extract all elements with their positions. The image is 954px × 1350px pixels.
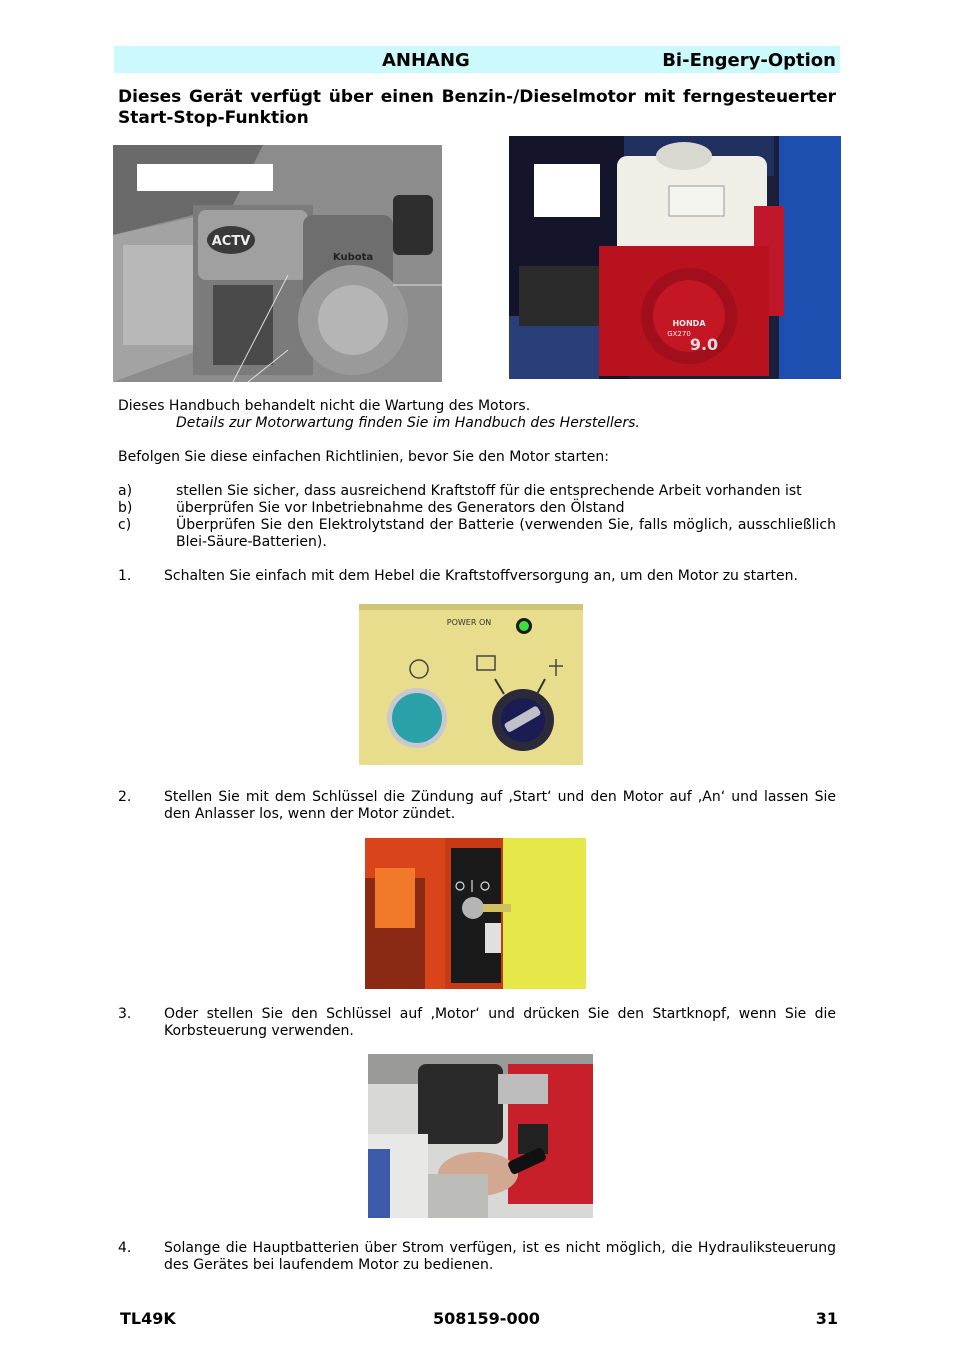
control-panel-photo (359, 604, 583, 765)
fuel-lever-photo (368, 1054, 593, 1218)
intro-line-1: Dieses Handbuch behandelt nicht die Wartung des Motors. (118, 398, 531, 414)
header-option: Bi-Engery-Option (662, 50, 836, 71)
checklist-text-b: überprüfen Sie vor Inbetriebnahme des Generators den Ölstand (176, 500, 625, 516)
intro-line-2: Details zur Motorwartung finden Sie im Handbuch des Herstellers. (176, 415, 640, 431)
intro-line-3: Befolgen Sie diese einfachen Richtlinien, bevor Sie den Motor starten: (118, 449, 609, 465)
honda-hp: 9.0 (689, 335, 719, 354)
honda-engine-photo (509, 136, 841, 379)
step-number-3: 3. (118, 1006, 132, 1022)
footer-page-number: 31 (815, 1309, 838, 1328)
step-text-2: Stellen Sie mit dem Schlüssel die Zündung auf ‚Start‘ und den Motor auf ‚An‘ und lassen Sie den Anlasser los, wenn der Motor zündet. (164, 789, 836, 822)
footer-part-number: 508159-000 (433, 1309, 540, 1328)
honda-model: GX270 (667, 330, 691, 338)
section-title: Dieses Gerät verfügt über einen Benzin-/Dieselmotor mit ferngesteuerter Start-Stop-Funktion (118, 87, 836, 128)
step-number-4: 4. (118, 1240, 132, 1256)
actv-badge: ACTV (211, 234, 251, 249)
checklist-text-c: Überprüfen Sie den Elektrolytstand der Batterie (verwenden Sie, falls möglich, ausschließlich Blei-Säure-Batterien). (176, 517, 836, 550)
step-text-1: Schalten Sie einfach mit dem Hebel die Kraftstoffversorgung an, um den Motor zu starten. (164, 568, 798, 584)
header-section: ANHANG (382, 50, 470, 71)
honda-brand: HONDA (672, 319, 706, 328)
checklist-label-c: c) (118, 517, 132, 533)
step-number-2: 2. (118, 789, 132, 805)
checklist-label-b: b) (118, 500, 133, 516)
checklist-label-a: a) (118, 483, 133, 499)
power-on-label: POWER ON (446, 618, 492, 627)
kubota-engine-photo (113, 145, 442, 382)
kubota-logo: Kubota (332, 252, 374, 263)
step-text-3: Oder stellen Sie den Schlüssel auf ‚Motor‘ und drücken Sie den Startknopf, wenn Sie die Korbsteuerung verwenden. (164, 1006, 836, 1039)
ignition-key-photo (365, 838, 586, 989)
step-number-1: 1. (118, 568, 132, 584)
footer-model: TL49K (120, 1309, 176, 1328)
checklist-text-a: stellen Sie sicher, dass ausreichend Kraftstoff für die entsprechende Arbeit vorhanden ist (176, 483, 802, 499)
step-text-4: Solange die Hauptbatterien über Strom verfügen, ist es nicht möglich, die Hydrauliksteuerung des Gerätes bei laufendem Motor zu bedienen. (164, 1240, 836, 1273)
